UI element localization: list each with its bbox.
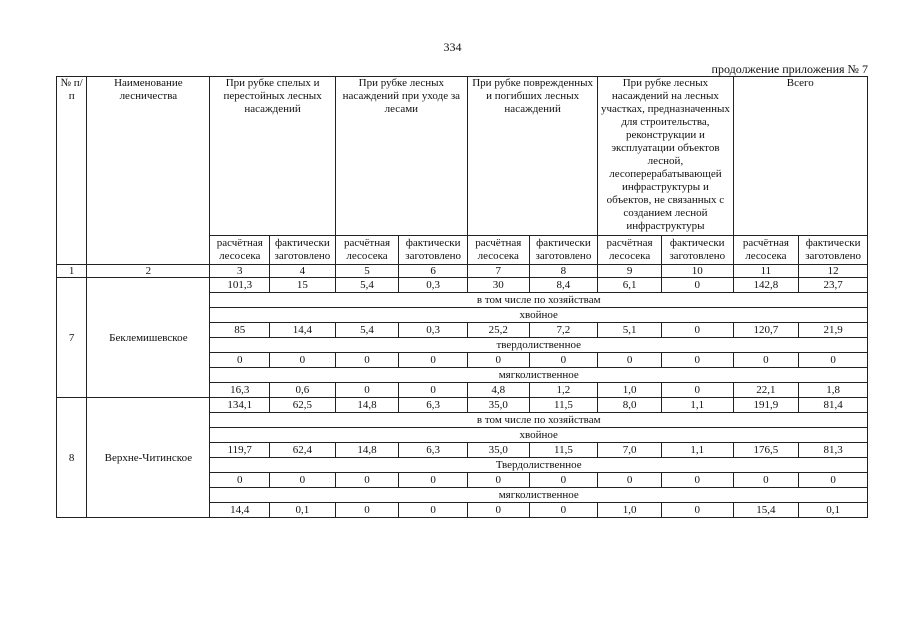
table-cell: 22,1 [733,383,799,398]
subheader-calculated-cut: расчётная лесосека [335,236,399,265]
column-number: 3 [210,265,270,278]
table-cell: 0 [468,473,530,488]
forestry-number: 8 [57,398,87,518]
table-cell: 0 [661,323,733,338]
table-cell: 119,7 [210,443,270,458]
table-cell: 0 [210,473,270,488]
subheader-actual-harvested: фактически заготовлено [661,236,733,265]
table-cell: 0 [733,473,799,488]
table-cell: 0 [335,503,399,518]
table-cell: 35,0 [468,398,530,413]
header-damaged-logging: При рубке поврежденных и погибших лесных насаждений [468,77,598,236]
table-cell: 7,0 [598,443,662,458]
table-cell: 35,0 [468,443,530,458]
table-cell: 1,1 [661,443,733,458]
table-cell: 0 [335,473,399,488]
table-cell: 134,1 [210,398,270,413]
including-by-farms-label: в том числе по хозяйствам [210,413,868,428]
header-total: Всего [733,77,867,236]
softwood-label: мягколиственное [210,368,868,383]
column-number: 12 [799,265,868,278]
table-cell: 0,1 [270,503,336,518]
subheader-actual-harvested: фактически заготовлено [399,236,468,265]
appendix-continuation: продолжение приложения № 7 [711,62,868,76]
table-cell: 0 [335,383,399,398]
table-cell: 1,0 [598,503,662,518]
table-cell: 0 [799,353,868,368]
table-cell: 14,8 [335,443,399,458]
header-no: № п/п [57,77,87,265]
column-number-row [57,265,868,278]
column-number: 11 [733,265,799,278]
table-cell: 0 [598,353,662,368]
table-cell: 6,3 [399,398,468,413]
table-cell: 81,3 [799,443,868,458]
table-row [57,398,868,413]
table-cell: 15,4 [733,503,799,518]
table-cell: 0 [661,473,733,488]
column-number: 5 [335,265,399,278]
table-cell: 1,0 [598,383,662,398]
forestry-name: Беклемишевское [87,278,210,398]
subheader-calculated-cut: расчётная лесосека [210,236,270,265]
forestry-number: 7 [57,278,87,398]
table-cell: 191,9 [733,398,799,413]
column-number: 7 [468,265,530,278]
table-cell: 0 [399,383,468,398]
subheader-calculated-cut: расчётная лесосека [468,236,530,265]
table-cell: 8,0 [598,398,662,413]
column-number: 2 [87,265,210,278]
header-infrastructure-logging: При рубке лесных насаждений на лесных участках, предназначенных для строительства, реконструкции и эксплуатации объектов лесной, лесоперерабатывающей инфраструктуры и объектов, не связанных с созданием лесной инфраструктуры [598,77,733,236]
table-cell: 25,2 [468,323,530,338]
table-cell: 0 [529,473,598,488]
table-cell: 0,3 [399,278,468,293]
table-cell: 8,4 [529,278,598,293]
table-cell: 11,5 [529,398,598,413]
table-cell: 0 [399,473,468,488]
column-number: 6 [399,265,468,278]
logging-table [56,76,868,518]
table-row [57,278,868,293]
table-cell: 0 [270,473,336,488]
header-care-logging: При рубке лесных насаждений при уходе за лесами [335,77,467,236]
table-cell: 1,2 [529,383,598,398]
coniferous-label: хвойное [210,308,868,323]
table-cell: 30 [468,278,530,293]
subheader-calculated-cut: расчётная лесосека [733,236,799,265]
table-cell: 0 [529,353,598,368]
table-cell: 85 [210,323,270,338]
table-cell: 81,4 [799,398,868,413]
table-cell: 0 [270,353,336,368]
page-number: 334 [443,40,462,54]
hardwood-label: Твердолиственное [210,458,868,473]
table-cell: 15 [270,278,336,293]
table-cell: 4,8 [468,383,530,398]
table-cell: 176,5 [733,443,799,458]
table-cell: 7,2 [529,323,598,338]
table-cell: 62,4 [270,443,336,458]
table-cell: 0 [399,353,468,368]
table-cell: 0 [661,278,733,293]
table-cell: 120,7 [733,323,799,338]
table-cell: 0 [399,503,468,518]
column-number: 8 [529,265,598,278]
table-cell: 62,5 [270,398,336,413]
table-cell: 21,9 [799,323,868,338]
coniferous-label: хвойное [210,428,868,443]
table-cell: 16,3 [210,383,270,398]
table-cell: 0 [468,353,530,368]
table-cell: 23,7 [799,278,868,293]
table-cell: 5,4 [335,323,399,338]
table-cell: 1,8 [799,383,868,398]
hardwood-label: твердолиственное [210,338,868,353]
table-cell: 0,6 [270,383,336,398]
table-cell: 14,4 [210,503,270,518]
table-cell: 0 [468,503,530,518]
subheader-actual-harvested: фактически заготовлено [270,236,336,265]
subheader-actual-harvested: фактически заготовлено [529,236,598,265]
table-cell: 6,3 [399,443,468,458]
column-number: 10 [661,265,733,278]
table-cell: 0 [661,383,733,398]
column-number: 9 [598,265,662,278]
table-cell: 11,5 [529,443,598,458]
table-cell: 142,8 [733,278,799,293]
table-cell: 0,3 [399,323,468,338]
table-cell: 5,1 [598,323,662,338]
header-mature-logging: При рубке спелых и перестойных лесных насаждений [210,77,335,236]
table-cell: 1,1 [661,398,733,413]
table-cell: 0 [529,503,598,518]
forestry-name: Верхне-Читинское [87,398,210,518]
table-cell: 0,1 [799,503,868,518]
column-number: 4 [270,265,336,278]
table-cell: 0 [335,353,399,368]
table-cell: 0 [661,503,733,518]
column-number: 1 [57,265,87,278]
table-cell: 0 [210,353,270,368]
softwood-label: мягколиственное [210,488,868,503]
subheader-calculated-cut: расчётная лесосека [598,236,662,265]
table-cell: 5,4 [335,278,399,293]
table-cell: 14,4 [270,323,336,338]
table-cell: 0 [661,353,733,368]
table-cell: 14,8 [335,398,399,413]
table-cell: 101,3 [210,278,270,293]
table-cell: 0 [733,353,799,368]
subheader-actual-harvested: фактически заготовлено [799,236,868,265]
including-by-farms-label: в том числе по хозяйствам [210,293,868,308]
table-cell: 6,1 [598,278,662,293]
header-forestry-name: Наименование лесничества [87,77,210,265]
table-cell: 0 [799,473,868,488]
table-cell: 0 [598,473,662,488]
